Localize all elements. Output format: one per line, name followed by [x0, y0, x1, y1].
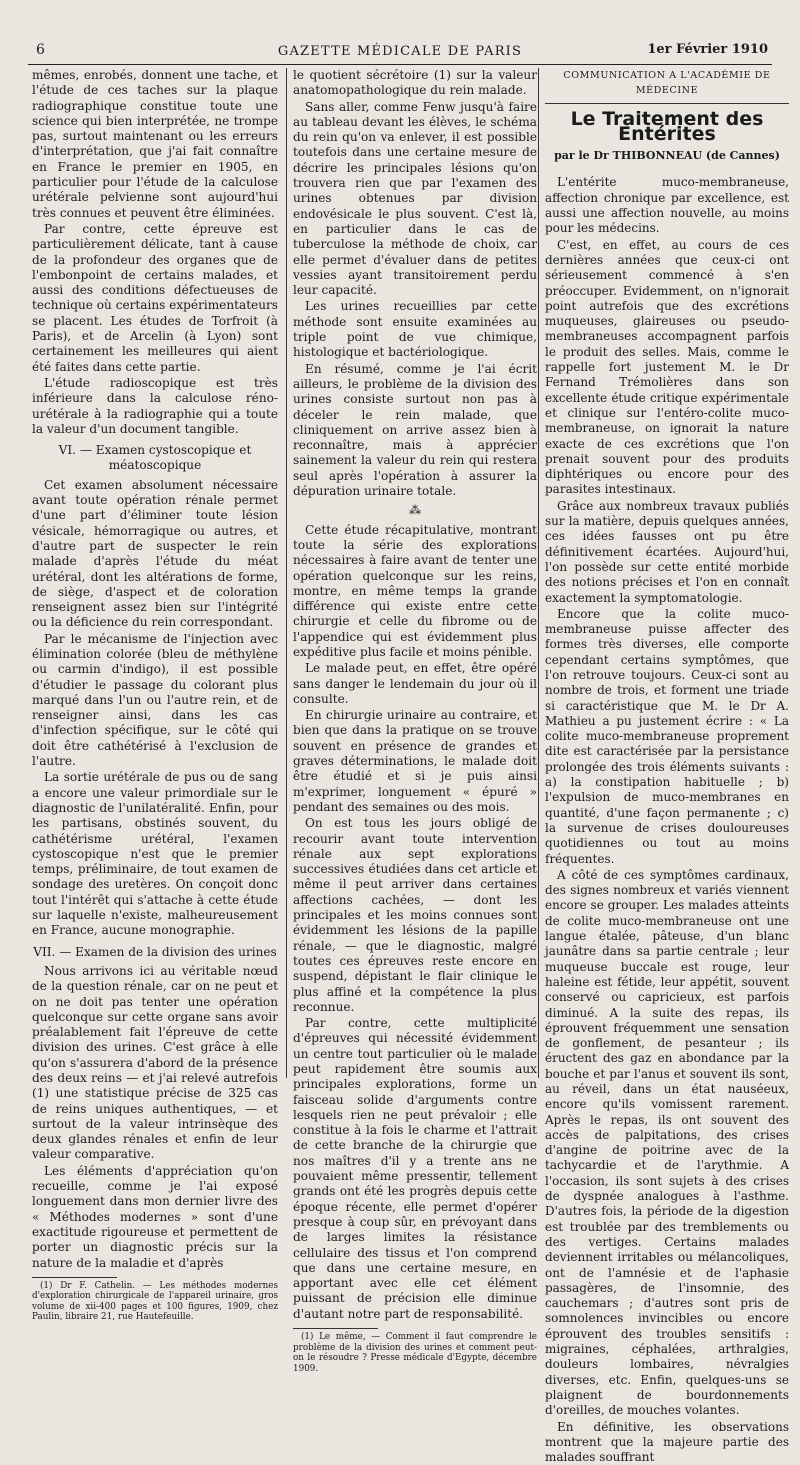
footnote-rule: [32, 1277, 117, 1278]
paragraph: La sortie urétérale de pus ou de sang a encore une valeur primordiale sur le diagnostic de l'unilatéralité. Enfin, pour les partisans, obstinés souvent, du cathétérisme urétéral, l'examen cystoscopique n'est que le premier temps, préliminaire, de tout examen de sondage des uretères. On conçoit donc tout l'intérêt qui s'attache à cette étude sur laquelle n'existe, malheureusement en France, aucune monographie.: [32, 770, 278, 938]
paragraph: Les urines recueillies par cette méthode sont ensuite examinées au triple point de vue chimique, histologique et bactériologique.: [293, 299, 537, 360]
paragraph: Cet examen absolument nécessaire avant toute opération rénale permet d'une part d'éliminer toute lésion vésicale, hémorragique ou autres, et d'autre part de suspecter le rein malade d'après l'étude du méat urétéral, dont les altérations de forme, de siège, d'aspect et de coloration renseignent assez bien sur l'intégrité ou la déficience du rein correspondant.: [32, 477, 278, 630]
issue-date: 1er Février 1910: [647, 42, 768, 57]
paragraph: En chirurgie urinaire au contraire, et bien que dans la pratique on se trouve souvent en présence de grandes et graves déterminations, le malade doit être étudié et si je puis ainsi m'exprimer, longuement « épuré » pendant des semaines ou des mois.: [293, 708, 537, 814]
journal-title: GAZETTE MÉDICALE DE PARIS: [277, 44, 523, 59]
paragraph: On est tous les jours obligé de recourir avant toute intervention rénale aux sept explorations successives étudiées dans cet article et même il peut arriver dans certaines affections cachées, — dont les principales et les moins connues sont évidemment les lésions de la papille rénale, — que le diagnostic, malgré toutes ces épreuves reste encore en suspend, dépistant le flair clinique le plus affiné et la compétence la plus reconnue.: [293, 816, 537, 1014]
article-author: par le Dr THIBONNEAU (de Cannes): [554, 149, 780, 163]
page-number: 6: [36, 42, 45, 58]
footnote-rule: [293, 1328, 378, 1329]
paragraph: L'étude radioscopique est très inférieure dans la calculose réno-urétérale à la radiographie qui a toute la valeur d'un document tangible.: [32, 375, 278, 436]
article-title: Le Traitement des Entérites: [570, 107, 764, 145]
footnote: (1) Le même, — Comment il faut comprendre le problème de la division des urines et comment peut-on le résoudre ? Presse médicale d'Egypte, décembre 1909.: [293, 1332, 537, 1374]
paragraph: Les éléments d'appréciation qu'on recueille, comme je l'ai exposé longuement dans mon dernier livre des « Méthodes modernes » sont d'une exactitude rigoureuse et permettent de porter un diagnostic précis sur la nature de la maladie et d'après: [32, 1163, 278, 1270]
paragraph: mêmes, enrobés, donnent une tache, et l'étude de ces taches sur la plaque radiographique constitue toute une science qui bien interprétée, ne trompe pas, surtout maintenant ou les erreurs d'interprétation, que j'ai fait connaître en France le premier en 1905, en particulier pour l'étude de la calculose urétérale pelvienne sont aujourd'hui très connues et peuvent être éliminées.: [32, 68, 278, 220]
paragraph: le quotient sécrétoire (1) sur la valeur anatomopathologique du rein malade.: [293, 68, 537, 98]
column-1: [32, 68, 278, 1324]
paragraph: Par contre, cette multiplicité d'épreuves qui nécessité évidemment un centre tout particulier où le malade peut rapidement être soumis aux principales explorations, forme un faisceau solide d'arguments contre lesquels rien ne peut prévaloir ; elle constitue à la fois le charme et l'attrait de cette branche de la chirurgie que nos maîtres d'il y a trente ans ne pouvaient même pressentir, tellement grands ont été les progrès depuis cette époque récente, elle permet d'opérer presque à coup sûr, en prévoyant dans de larges limites la résistance cellulaire des tissus et l'on comprend que dans une certaine mesure, en apportant avec elle cet élément puissant de précision elle diminue d'autant notre part de responsabilité.: [293, 1016, 537, 1321]
paragraph: Nous arrivons ici au véritable nœud de la question rénale, car on ne peut et on ne doit pas tenter une opération quelconque sur cette organe sans avoir préalablement fait l'épreuve de cette division des urines. C'est grâce à elle qu'on s'assurera d'abord de la présence des deux reins — et j'ai relevé autrefois (1) une statistique précise de 325 cas de reins uniques authentiques, — et surtout de la valeur intrinsèque des deux glandes rénales et enfin de leur valeur comparative.: [32, 963, 278, 1162]
paragraph: Le malade peut, en effet, être opéré sans danger le lendemain du jour où il consulte.: [293, 661, 537, 706]
paragraph: Cette étude récapitulative, montrant toute la série des explorations nécessaires à faire avant de tenter une opération quelconque sur les reins, montre, en même temps la grande différence qui existe entre cette chirurgie et celle du fibrome ou de l'appendice qui est évidemment plus expéditive plus facile et moins pénible.: [293, 522, 537, 659]
section-label: COMMUNICATION A L'ACADÉMIE DE MÉDECINE: [545, 68, 789, 104]
section-separator: ⁂: [408, 503, 422, 518]
paragraph: Par contre, cette épreuve est particulièrement délicate, tant à cause de la profondeur des organes que de l'embonpoint de certains malades, et aussi des conditions défectueuses de technique où certains expérimentateurs se placent. Les études de Torfroit (à Paris), et de Arcelin (à Lyon) sont certainement les meilleures qui aient été faites dans cette partie.: [32, 221, 278, 374]
running-header: [28, 34, 772, 65]
paragraph: Encore que la colite muco-membraneuse puisse affecter des formes très diverses, elle comporte cependant certains symptômes, que l'on retrouve toujours. Ceux-ci sont au nombre de trois, et forment une triade si caractéristique que M. le Dr A. Mathieu a pu justement écrire : « La colite muco-membraneuse proprement dite est caractérisée par la persistance prolongée des trois éléments suivants : a) la constipation habituelle ; b) l'expulsion de muco-membranes en quantité, d'une façon permanente ; c) la survenue de crises douloureuses quotidiennes ou tout au moins fréquentes.: [545, 606, 789, 866]
section-heading: VI. — Examen cystoscopique et méatoscopique: [58, 443, 252, 473]
paragraph: Grâce aux nombreux travaux publiés sur la matière, depuis quelques années, ces idées fausses ont pu être définitivement écartées. Aujourd'hui, l'on possède sur cette entité morbide des notions précises et l'on en connaît exactement la symptomatologie.: [545, 498, 789, 605]
footnote: (1) Dr F. Cathelin. — Les méthodes modernes d'exploration chirurgicale de l'appareil urinaire, gros volume de xii-400 pages et 100 figures, 1909, chez Paulin, libraire 21, rue Hautefeuille.: [32, 1280, 278, 1323]
section-heading: VII. — Examen de la division des urines: [33, 944, 277, 959]
paragraph: En résumé, comme je l'ai écrit ailleurs, le problème de la division des urines consiste surtout non pas à déceler le rein malade, que cliniquement on arrive assez bien à reconnaître, mais à apprécier sainement la valeur du rein qui restera seul après l'opération à assurer la dépuration urinaire totale.: [293, 361, 537, 499]
paragraph: En définitive, les observations montrent que la majeure partie des malades souffrant: [545, 1419, 789, 1465]
paragraph: L'entérite muco-membraneuse, affection chronique par excellence, est aussi une affection nouvelle, au moins pour les médecins.: [545, 175, 789, 236]
paragraph: Sans aller, comme Fenw jusqu'à faire au tableau devant les élèves, le schéma du rein qu'on va enlever, il est possible toutefois dans une certaine mesure de décrire les principales lésions qu'on trouvera rien que par l'examen des urines obtenues par division endovésicale le plus souvent. C'est là, en particulier dans le cas de tuberculose la méthode de choix, car elle permet d'évaluer dans de petites vessies ayant transitoirement perdu leur capacité.: [293, 99, 537, 298]
paragraph: Par le mécanisme de l'injection avec élimination colorée (bleu de méthylène ou carmin d'indigo), il est possible d'étudier le passage du colorant plus marqué dans l'un ou l'autre rein, et de renseigner ainsi, dans les cas d'infection spécifique, sur le côté qui doit être cathétérisé à l'exclusion de l'autre.: [32, 631, 278, 769]
column-2: [286, 68, 537, 1374]
column-3: [538, 68, 789, 1465]
paragraph: C'est, en effet, au cours de ces dernières années que ceux-ci ont sérieusement commencé à s'en préoccuper. Evidemment, on n'ignorait point autrefois que des excrétions muqueuses, glaireuses ou pseudo-membraneuses accompagnent parfois le produit des selles. Mais, comme le rappelle fort justement M. le Dr Fernand Trémolières dans son excellente étude critique expérimentale et clinique sur l'entéro-colite muco-membraneuse, on ignorait la nature exacte de ces excrétions que l'on prenait souvent pour des produits diphtériques ou encore pour des parasites intestinaux.: [545, 237, 789, 497]
paragraph: A côté de ces symptômes cardinaux, des signes nombreux et variés viennent encore se grouper. Les malades atteints de colite muco-membraneuse ont une langue étalée, pâteuse, d'un blanc jaunâtre dans sa partie centrale ; leur muqueuse buccale est rouge, leur haleine est fétide, leur appétit, souvent conservé ou capricieux, est parfois diminué. A la suite des repas, ils éprouvent fréquemment une sensation de gonflement, de pesanteur ; ils éructent des gaz en abondance par la bouche et par l'anus et souvent ils sont, au réveil, dans un état nauséeux, encore qu'ils vomissent rarement. Après le repas, ils ont souvent des accès de palpitations, des crises d'angine de poitrine avec de la tachycardie et de l'arythmie. A l'occasion, ils sont sujets à des crises de dyspnée analogues à l'asthme. D'autres fois, la période de la digestion est troublée par des tremblements ou des vertiges. Certains malades deviennent irritables ou mélancoliques, ont de l'amnésie et de l'aphasie passagères, de l'insomnie, des cauchemars ; d'autres sont pris de somnolences invincibles ou encore éprouvent des troubles sensitifs : migraines, céphalées, arthralgies, douleurs lombaires, névralgies diverses, etc. Enfin, quelques-uns se plaignent de bourdonnements d'oreilles, de mouches volantes.: [545, 867, 789, 1418]
